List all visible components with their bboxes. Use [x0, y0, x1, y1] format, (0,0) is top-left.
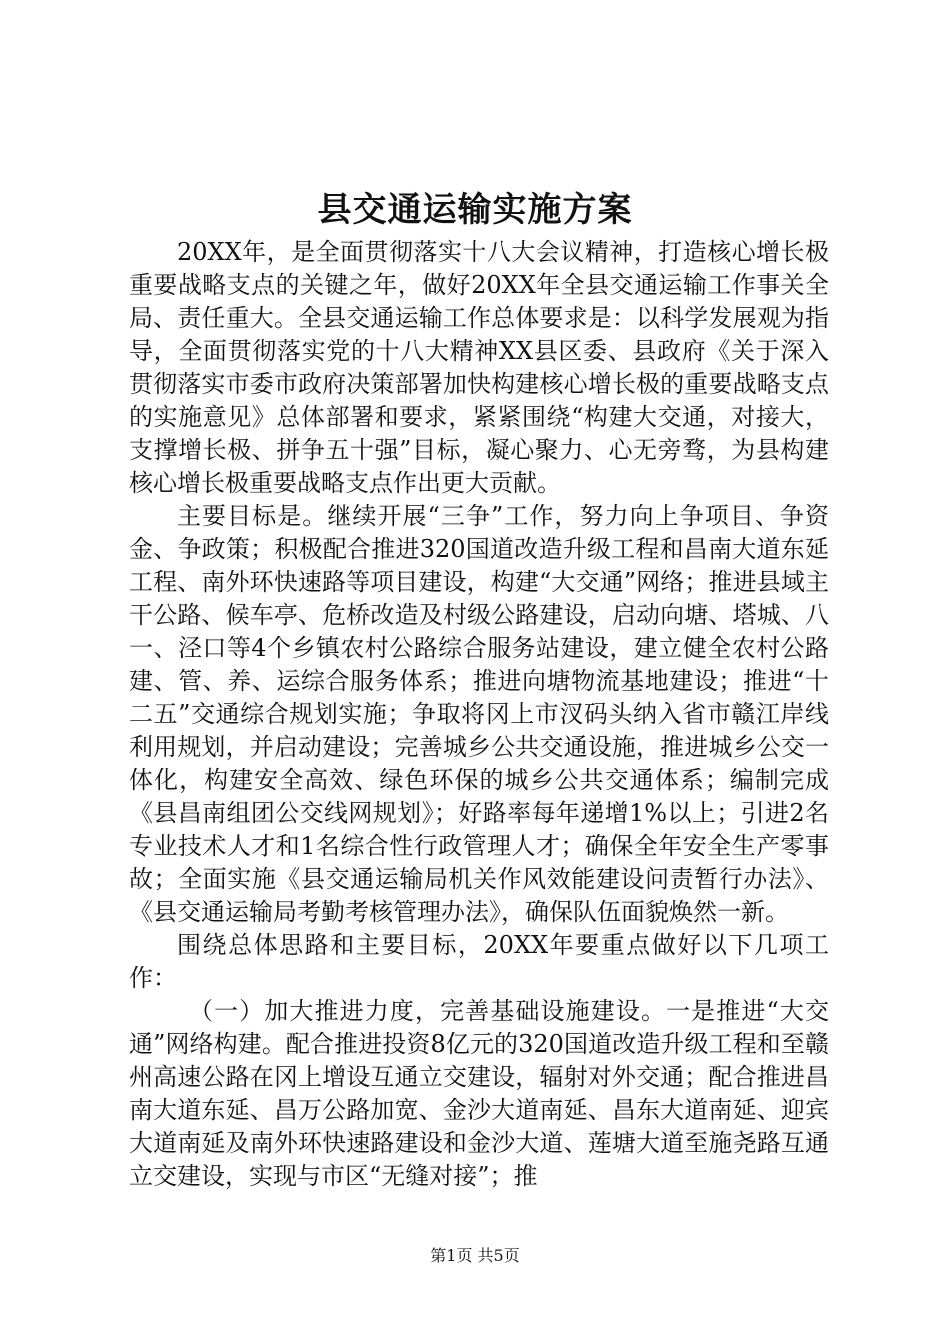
paragraph-main-goals: 主要目标是。继续开展“三争”工作，努力向上争项目、争资金、争政策；积极配合推进320国道改造升级工程和昌南大道东延工程、南外环快速路等项目建设，构建“大交通”网络；推进县域主干公路、候车亭、危桥改造及村级公路建设，启动向塘、塔城、八一、泾口等4个乡镇农村公路综合服务站建设，建立健全农村公路建、管、养、运综合服务体系；推进向塘物流基地建设；推进“十二五”交通综合规划实施；争取将冈上市汊码头纳入省市赣江岸线利用规划，并启动建设；完善城乡公共交通设施，推进城乡公交一体化，构建安全高效、绿色环保的城乡公共交通体系；编制完成《县昌南组团公交线网规划》；好路率每年递增1%以上；引进2名专业技术人才和1名综合性行政管理人才；确保全年安全生产零事故；全面实施《县交通运输局机关作风效能建设问责暂行办法》、《县交通运输局考勤考核管理办法》，确保队伍面貌焕然一新。: [129, 502, 829, 926]
paragraph-task-one: （一）加大推进力度，完善基础设施建设。一是推进“大交通”网络构建。配合推进投资8亿元的320国道改造升级工程和至赣州高速公路在冈上增设互通立交建设，辐射对外交通；配合推进昌南大道东延、昌万公路加宽、金沙大道南延、昌东大道南延、迎宾大道南延及南外环快速路建设和金沙大道、莲塘大道至施尧路互通立交建设，实现与市区“无缝对接”；推: [129, 997, 829, 1190]
document-body: [129, 236, 829, 1193]
page-footer: 第1页 共5页: [430, 1246, 520, 1265]
document-title: 县交通运输实施方案: [317, 190, 633, 230]
paragraph-key-tasks-intro: 围绕总体思路和主要目标，20XX年要重点做好以下几项工作：: [129, 931, 829, 992]
paragraph-overview: 20XX年，是全面贯彻落实十八大会议精神，打造核心增长极重要战略支点的关键之年，做好20XX年全县交通运输工作事关全局、责任重大。全县交通运输工作总体要求是：以科学发展观为指导，全面贯彻落实党的十八大精神XX县区委、县政府《关于深入贯彻落实市委市政府决策部署加快构建核心增长极的重要战略支点的实施意见》总体部署和要求，紧紧围绕“构建大交通，对接大，支撑增长极、拼争五十强”目标，凝心聚力、心无旁骛，为县构建核心增长极重要战略支点作出更大贡献。: [129, 238, 829, 497]
